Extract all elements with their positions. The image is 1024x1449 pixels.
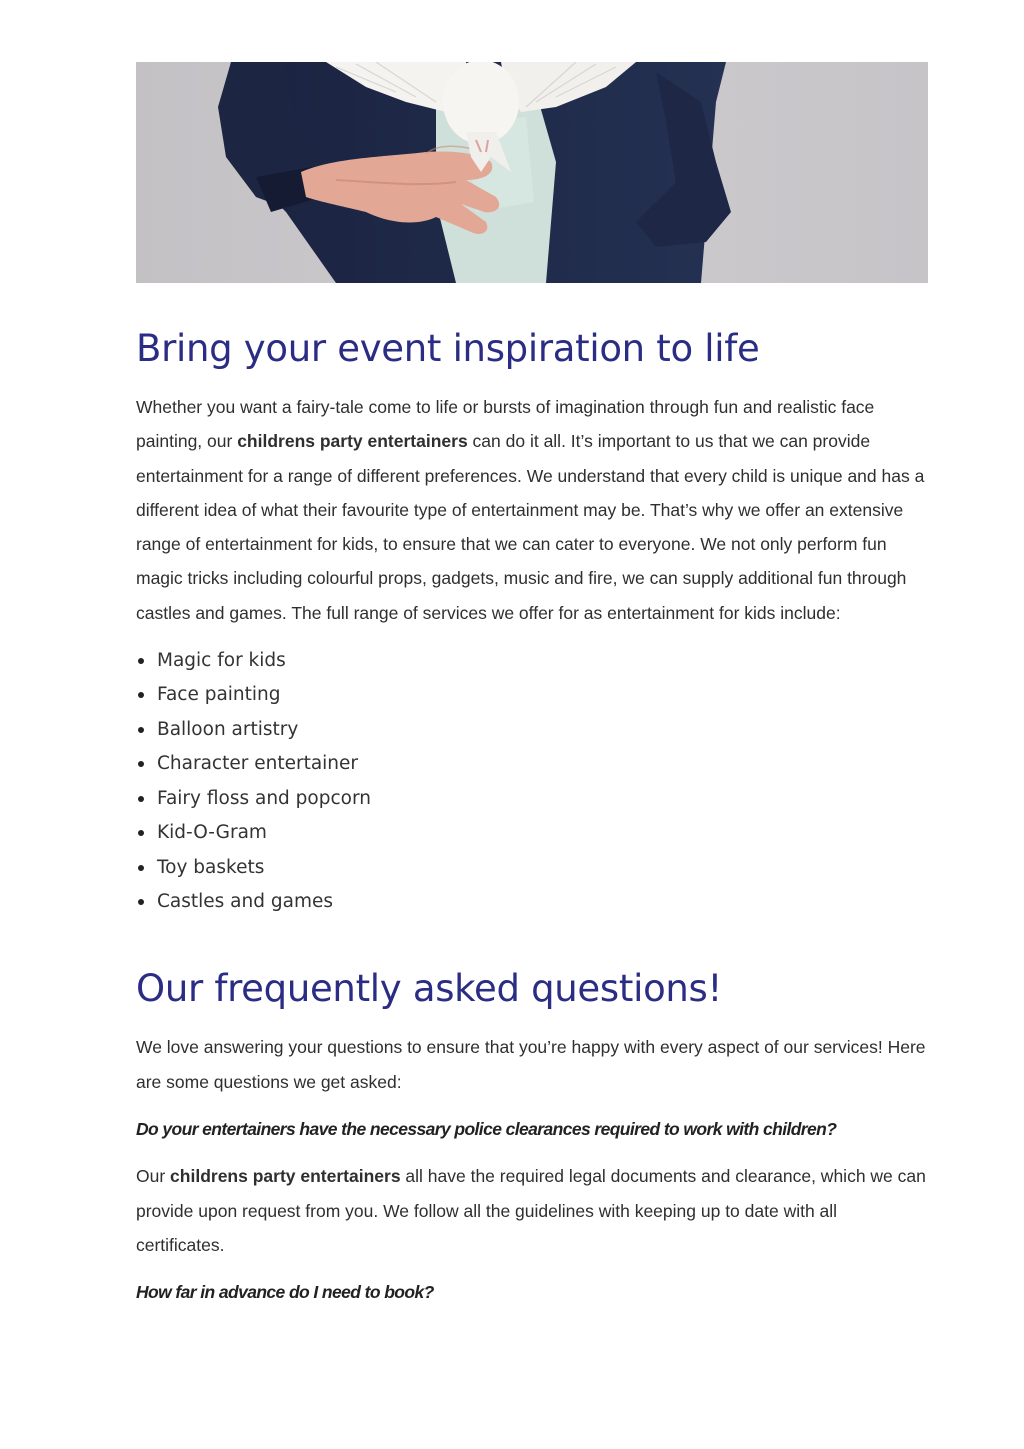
list-item: Toy baskets: [157, 851, 928, 885]
section-heading-inspiration: Bring your event inspiration to life: [136, 327, 760, 370]
list-item: Kid-O-Gram: [157, 816, 928, 850]
list-item: Magic for kids: [157, 644, 928, 678]
list-item: Face painting: [157, 678, 928, 712]
hero-image: [136, 62, 928, 283]
services-list: [136, 644, 928, 919]
list-item: Castles and games: [157, 885, 928, 919]
intro-text-end: can do it all. It’s important to us that we can provide entertainment for a range of different preferences. We understand that every child is unique and has a different idea of what their favourite type of entertainment may be. That’s why we offer an extensive range of entertainment for kids, to ensure that we can cater to everyone. We not only perform fun magic tricks including colourful props, gadgets, music and fire, we can supply additional fun through castles and games. The full range of services we offer for as entertainment for kids include:: [136, 431, 925, 623]
answer-text-start: Our: [136, 1166, 171, 1187]
intro-paragraph: [136, 390, 928, 630]
faq-question-advance-booking: How far in advance do I need to book?: [136, 1282, 434, 1303]
answer-text-end: all have the required legal documents and clearance, which we can provide upon request from you. We follow all the guidelines with keeping up to date with all certificates.: [136, 1166, 926, 1255]
list-item: Character entertainer: [157, 747, 928, 781]
intro-text-start: Whether you want a fairy-tale come to life or bursts of imagination through fun and realistic face painting, our: [136, 397, 875, 452]
answer-keyword: childrens party entertainers: [170, 1166, 401, 1187]
list-item: Fairy floss and popcorn: [157, 782, 928, 816]
section-heading-faq: Our frequently asked questions!: [136, 967, 723, 1011]
article: [136, 62, 928, 1309]
faq-question-clearances: Do your entertainers have the necessary police clearances required to work with children?: [136, 1118, 837, 1139]
faq-intro-paragraph: We love answering your questions to ensure that you’re happy with every aspect of our services! Here are some questions we get asked:: [136, 1037, 926, 1092]
faq-answer-clearances: [136, 1159, 928, 1262]
intro-keyword-link: childrens party entertainers: [237, 431, 468, 452]
list-item: Balloon artistry: [157, 713, 928, 747]
